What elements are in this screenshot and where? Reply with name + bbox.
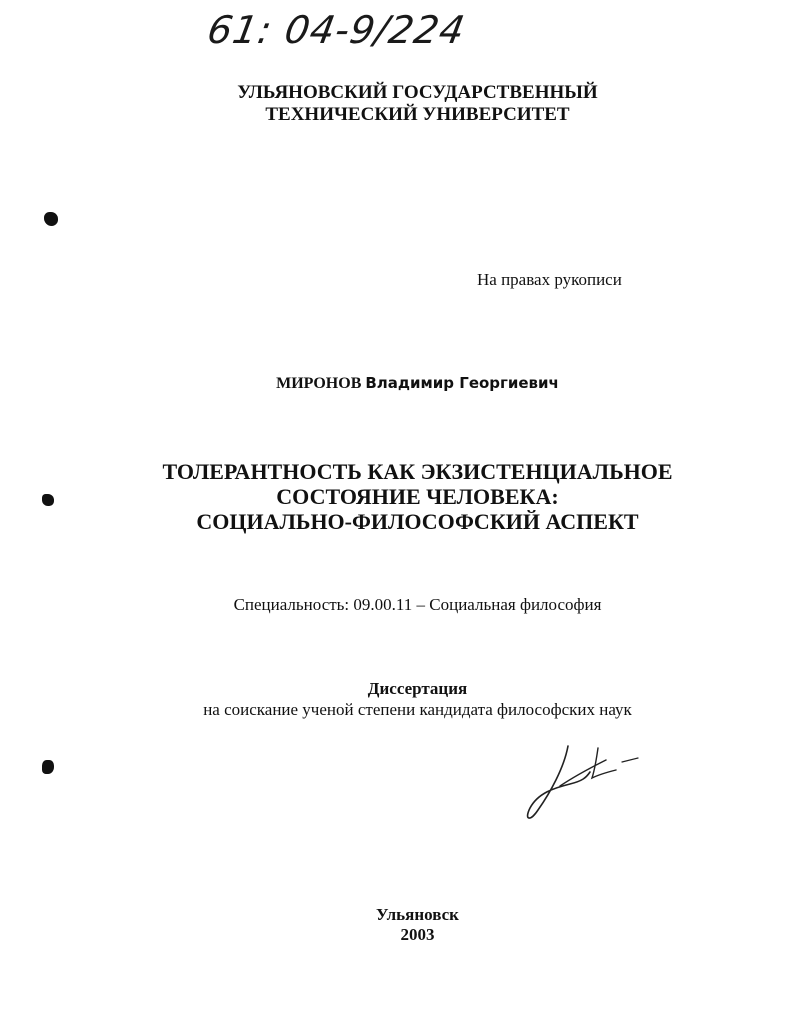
- handwritten-signature: [520, 738, 650, 828]
- punch-hole-mark-1: [44, 212, 58, 226]
- university-line-1: УЛЬЯНОВСКИЙ ГОСУДАРСТВЕННЫЙ: [237, 82, 598, 103]
- punch-hole-mark-3: [42, 760, 54, 774]
- publication-place-year: [18, 905, 799, 945]
- city: Ульяновск: [376, 905, 459, 924]
- author-surname: МИРОНОВ: [276, 375, 362, 392]
- title-line-2: СОСТОЯНИЕ ЧЕЛОВЕКА:: [276, 484, 559, 509]
- title-line-3: СОЦИАЛЬНО-ФИЛОСОФСКИЙ АСПЕКТ: [196, 509, 639, 534]
- dissertation-block: [18, 678, 799, 720]
- dissertation-heading: Диссертация: [367, 679, 468, 698]
- author-given-names: Владимир Георгиевич: [365, 374, 559, 392]
- title-line-1: ТОЛЕРАНТНОСТЬ КАК ЭКЗИСТЕНЦИАЛЬНОЕ: [162, 459, 673, 484]
- archive-stamp-handwritten: 61: 04-9/224: [204, 8, 469, 52]
- specialty-line: Специальность: 09.00.11 – Социальная философия: [233, 595, 602, 614]
- author-name: [18, 374, 799, 393]
- year: 2003: [400, 925, 435, 944]
- university-line-2: ТЕХНИЧЕСКИЙ УНИВЕРСИТЕТ: [265, 104, 570, 125]
- dissertation-title: [18, 459, 799, 534]
- manuscript-rights-note: На правах рукописи: [477, 270, 622, 289]
- dissertation-subtitle: на соискание ученой степени кандидата философских наук: [203, 700, 632, 719]
- university-name: [18, 82, 799, 126]
